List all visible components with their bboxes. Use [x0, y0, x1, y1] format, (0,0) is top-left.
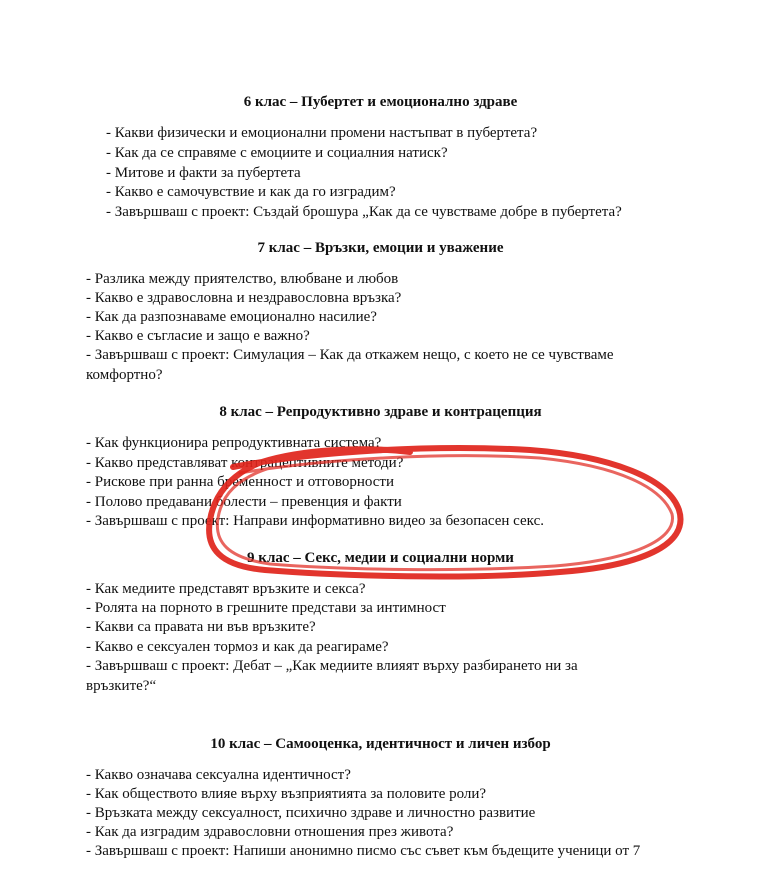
list-item: - Завършваш с проект: Напиши анонимно писмо със съвет към бъдещите ученици от 7 — [86, 843, 641, 859]
section-heading-grade-8: 8 клас – Репродуктивно здраве и контрацепция — [219, 404, 542, 420]
list-item: - Какво е самочувствие и как да го изградим? — [106, 184, 396, 200]
list-item: - Как да изградим здравословни отношения през живота? — [86, 824, 454, 840]
list-item: - Как да се справяме с емоциите и социалния натиск? — [106, 145, 448, 161]
section-heading-grade-6: 6 клас – Пубертет и емоционално здраве — [243, 94, 518, 110]
list-item: - Какво е съгласие и защо е важно? — [86, 328, 310, 344]
list-item: - Митове и факти за пубертета — [106, 165, 301, 181]
section-heading-grade-9: 9 клас – Секс, медии и социални норми — [247, 550, 514, 566]
list-item: - Разлика между приятелство, влюбване и любов — [86, 271, 399, 287]
list-item: - Завършваш с проект: Създай брошура „Как да се чувстваме добре в пубертета? — [106, 204, 622, 220]
list-item: - Какво е здравословна и нездравословна връзка? — [86, 290, 402, 306]
list-item: - Завършваш с проект: Направи информативно видео за безопасен секс. — [86, 513, 544, 529]
list-item: - Ролята на порното в грешните представи за интимност — [86, 600, 446, 616]
list-item-continuation: комфортно? — [86, 367, 163, 383]
list-item: - Полово предавани болести – превенция и факти — [86, 494, 402, 510]
section-heading-grade-7: 7 клас – Връзки, емоции и уважение — [257, 240, 504, 256]
list-item: - Рискове при ранна бременност и отговорности — [86, 474, 394, 490]
list-item: - Как медиите представят връзките и секса? — [86, 581, 366, 597]
list-item-continuation: връзките?“ — [86, 678, 157, 694]
list-item: - Връзката между сексуалност, психично здраве и личностно развитие — [86, 805, 536, 821]
list-item: - Какво означава сексуална идентичност? — [86, 767, 351, 783]
section-heading-grade-10: 10 клас – Самооценка, идентичност и личен избор — [210, 736, 551, 752]
list-item: - Как да разпознаваме емоционално насилие? — [86, 309, 377, 325]
list-item: - Какво е сексуален тормоз и как да реагираме? — [86, 639, 389, 655]
list-item: - Как функционира репродуктивната система? — [86, 435, 382, 451]
list-item: - Как обществото влияе върху възприятията за половите роли? — [86, 786, 487, 802]
list-item: - Какви са правата ни във връзките? — [86, 619, 316, 635]
list-item: - Завършваш с проект: Симулация – Как да откажем нещо, с което не се чувстваме — [86, 347, 614, 363]
list-item: - Какви физически и емоционални промени настъпват в пубертета? — [106, 125, 538, 141]
list-item: - Какво представляват контрацептивните методи? — [86, 455, 404, 471]
list-item: - Завършваш с проект: Дебат – „Как медиите влияят върху разбирането ни за — [86, 658, 578, 674]
